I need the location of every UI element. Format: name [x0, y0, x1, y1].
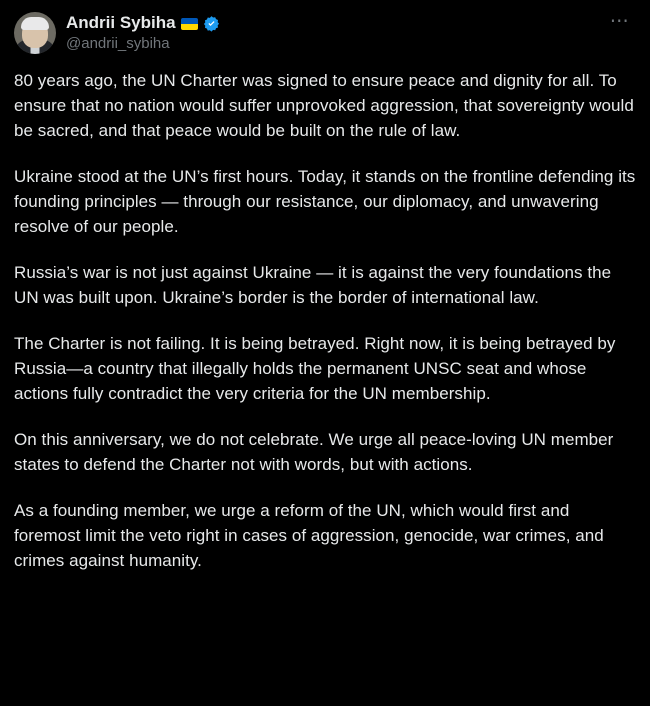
avatar[interactable] [14, 12, 56, 54]
author-names [66, 12, 220, 52]
verified-badge-icon [203, 15, 220, 32]
more-options-icon[interactable]: ⋯ [609, 11, 631, 32]
post-paragraph: The Charter is not failing. It is being betrayed. Right now, it is being betrayed by Russia—a country that illegally holds the permanent UNSC seat and whose actions fully contradict the very criteria for the UN membership. [14, 334, 621, 403]
post-paragraph: On this anniversary, we do not celebrate. We urge all peace-loving UN member states to defend the Charter not with words, but with actions. [14, 430, 619, 474]
post-body [14, 68, 641, 573]
ukraine-flag-icon [181, 18, 198, 30]
post-paragraph: 80 years ago, the UN Charter was signed to ensure peace and dignity for all. To ensure that no nation would suffer unprovoked aggression, that sovereignty would be sacred, and that peace would be built on the rule of law. [14, 71, 639, 140]
display-name-row [66, 13, 220, 33]
avatar-hair [21, 17, 49, 30]
post-header [14, 12, 636, 54]
post-paragraph: Russia’s war is not just against Ukraine — it is against the very foundations the UN was built upon. Ukraine’s border is the border of international law. [14, 263, 616, 307]
author-handle[interactable]: @andrii_sybiha [66, 34, 170, 52]
author-display-name[interactable]: Andrii Sybiha [66, 13, 176, 32]
post-paragraph: As a founding member, we urge a reform of the UN, which would first and foremost limit the veto right in cases of aggression, genocide, war crimes, and crimes against humanity. [14, 501, 609, 570]
post-paragraph: Ukraine stood at the UN’s first hours. Today, it stands on the frontline defending its founding principles — through our resistance, our diplomacy, and unwavering resolve of our people. [14, 167, 641, 236]
